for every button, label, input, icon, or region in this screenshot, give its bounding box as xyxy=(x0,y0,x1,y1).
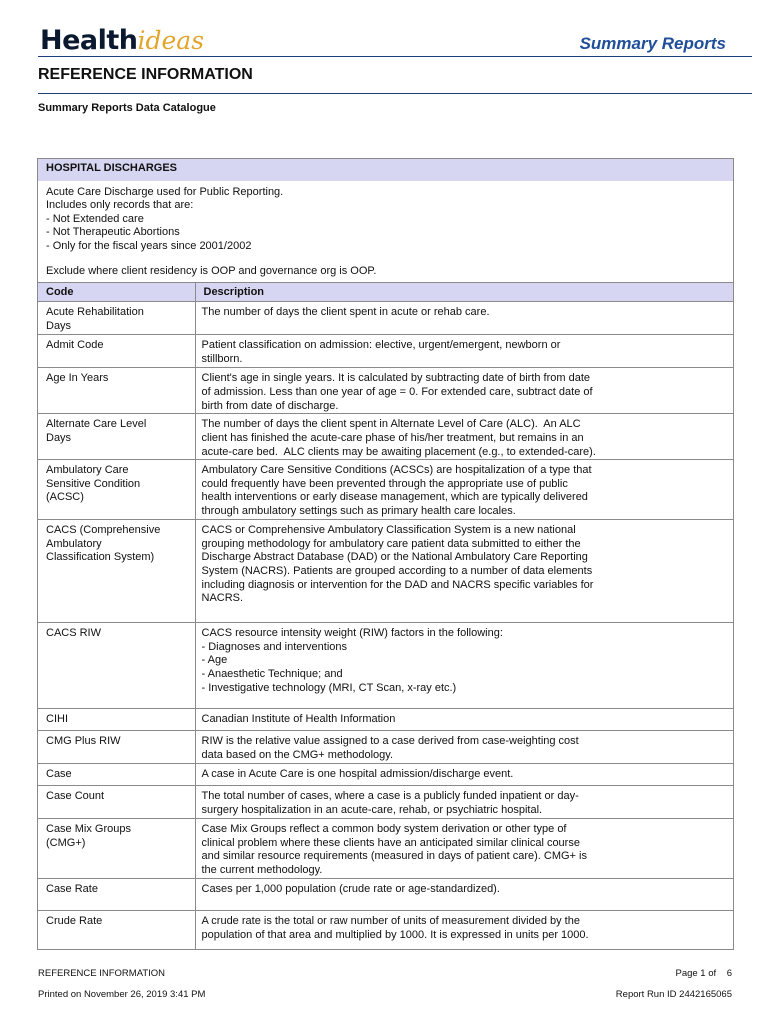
description-text: through ambulatory settings such as primary health care locales. xyxy=(201,505,516,517)
description-text: Canadian Institute of Health Information xyxy=(201,713,396,726)
code-text: (ACSC) xyxy=(46,491,84,504)
description-text: grouping methodology for ambulatory care patient data submitted to either the xyxy=(201,537,581,550)
description-text: - Age xyxy=(201,654,228,667)
footer-bottom xyxy=(38,989,732,1000)
code-cell xyxy=(38,414,195,460)
code-text: Ambulatory xyxy=(46,537,102,550)
description-text: A crude rate is the total or raw number of units of measurement divided by the xyxy=(201,915,580,928)
description-text: and similar resource requirements (measured in days of patient care). CMG+ is xyxy=(201,850,587,863)
description-text: Client's age in single years. It is calculated by subtracting date of birth from date xyxy=(201,372,591,385)
intro-line: - Not Therapeutic Abortions xyxy=(46,226,180,239)
description-text: The number of days the client spent in acute or rehab care. xyxy=(201,306,490,319)
code-cell xyxy=(38,623,195,709)
code-text: Case xyxy=(46,768,72,781)
card-intro xyxy=(38,181,733,282)
report-run-id: Report Run ID 2442165065 xyxy=(615,989,732,1000)
description-text: including diagnosis or intervention for the DAD and NACRS specific variables for xyxy=(201,578,594,591)
logo-health: Health xyxy=(40,25,138,56)
description-text: System (NACRS). Patients are grouped according to a number of data elements xyxy=(201,565,593,577)
description-text: of admission. Less than one year of age = 0. For extended care, subtract date of xyxy=(201,386,593,399)
hospital-discharges-card xyxy=(37,158,734,950)
code-cell xyxy=(38,764,195,786)
code-cell xyxy=(38,731,195,764)
code-text: Days xyxy=(46,432,72,445)
section-rule xyxy=(38,93,752,94)
document-title: Summary Reports xyxy=(579,34,726,53)
code-text: Acute Rehabilitation xyxy=(46,306,144,319)
description-text: RIW is the relative value assigned to a case derived from case-weighting cost xyxy=(201,735,579,748)
footer-section: REFERENCE INFORMATION xyxy=(38,968,166,979)
description-text: health interventions or early disease management, which are typically delivered xyxy=(201,491,588,504)
healthideas-logo xyxy=(40,24,204,57)
description-text: acute-care bed. ALC clients may be awaiting placement (e.g., to extended-care). xyxy=(201,445,596,458)
description-cell xyxy=(195,731,733,764)
description-cell xyxy=(195,879,733,911)
section-title: REFERENCE INFORMATION xyxy=(38,66,253,83)
code-text: Crude Rate xyxy=(46,915,103,928)
table-row xyxy=(38,879,733,911)
table-row xyxy=(38,460,733,520)
table-row xyxy=(38,731,733,764)
code-cell xyxy=(38,819,195,879)
table-row xyxy=(38,414,733,460)
description-cell xyxy=(195,460,733,520)
description-cell xyxy=(195,819,733,879)
code-text: CIHI xyxy=(46,713,68,726)
code-cell xyxy=(38,709,195,731)
exclude-note: Exclude where client residency is OOP and governance org is OOP. xyxy=(46,265,377,278)
code-cell xyxy=(38,520,195,623)
table-row xyxy=(38,302,733,335)
description-text: CACS resource intensity weight (RIW) factors in the following: xyxy=(201,627,503,640)
code-text: CMG Plus RIW xyxy=(46,735,121,748)
code-cell xyxy=(38,460,195,520)
description-cell xyxy=(195,709,733,731)
description-text: Discharge Abstract Database (DAD) or the National Ambulatory Care Reporting xyxy=(201,551,588,564)
description-cell xyxy=(195,414,733,460)
description-text: clinical problem where these clients have an anticipated similar clinical course xyxy=(201,836,580,849)
description-cell xyxy=(195,368,733,414)
description-text: stillborn. xyxy=(201,353,243,366)
table-row xyxy=(38,786,733,819)
description-text: Case Mix Groups reflect a common body system derivation or other type of xyxy=(201,823,567,836)
description-text: data based on the CMG+ methodology. xyxy=(201,748,394,761)
code-text: Sensitive Condition xyxy=(46,477,141,490)
description-cell xyxy=(195,623,733,709)
description-text: Patient classification on admission: elective, urgent/emergent, newborn or xyxy=(201,339,561,352)
column-header-description: Description xyxy=(195,283,733,302)
description-cell xyxy=(195,335,733,368)
description-text: could frequently have been prevented through the appropriate use of public xyxy=(201,477,568,490)
code-text: CACS RIW xyxy=(46,627,101,640)
code-text: CACS (Comprehensive xyxy=(46,524,161,537)
footer-top xyxy=(38,968,732,979)
table-row xyxy=(38,623,733,709)
code-text: Classification System) xyxy=(46,551,155,564)
page-number: Page 1 of 6 xyxy=(675,968,732,979)
code-text: Ambulatory Care xyxy=(46,464,129,477)
code-text: Case Rate xyxy=(46,883,98,896)
description-cell xyxy=(195,911,733,949)
description-text: Cases per 1,000 population (crude rate or age-standardized). xyxy=(201,883,500,896)
catalogue-table xyxy=(38,282,733,948)
code-text: Days xyxy=(46,320,72,333)
description-text: Ambulatory Care Sensitive Conditions (ACSCs) are hospitalization of a type that xyxy=(201,464,592,477)
description-text: The total number of cases, where a case is a publicly funded inpatient or day- xyxy=(201,790,579,803)
code-cell xyxy=(38,302,195,335)
header-rule xyxy=(38,56,752,57)
code-cell xyxy=(38,368,195,414)
description-text: - Anaesthetic Technique; and xyxy=(201,668,343,680)
code-text: Age In Years xyxy=(46,372,109,385)
catalogue-subtitle: Summary Reports Data Catalogue xyxy=(38,102,216,114)
description-text: NACRS. xyxy=(201,592,244,605)
description-text: client has finished the acute-care phase of his/her treatment, but remains in an xyxy=(201,432,584,445)
description-text: birth from date of discharge. xyxy=(201,399,339,412)
code-text: Case Mix Groups xyxy=(46,823,131,836)
code-cell xyxy=(38,879,195,911)
table-row xyxy=(38,764,733,786)
description-text: CACS or Comprehensive Ambulatory Classification System is a new national xyxy=(201,524,576,537)
table-row xyxy=(38,819,733,879)
table-row xyxy=(38,368,733,414)
code-text: Alternate Care Level xyxy=(46,418,147,431)
description-cell xyxy=(195,302,733,335)
description-text: The number of days the client spent in Alternate Level of Care (ALC). An ALC xyxy=(201,418,581,431)
intro-line: - Only for the fiscal years since 2001/2002 xyxy=(46,239,252,252)
description-cell xyxy=(195,786,733,819)
description-cell xyxy=(195,520,733,623)
table-header-row xyxy=(38,283,733,302)
description-text: the current methodology. xyxy=(201,864,323,876)
table-row xyxy=(38,335,733,368)
description-cell xyxy=(195,764,733,786)
description-text: A case in Acute Care is one hospital admission/discharge event. xyxy=(201,768,514,781)
table-row xyxy=(38,520,733,623)
column-header-code: Code xyxy=(38,283,195,302)
code-text: (CMG+) xyxy=(46,836,86,849)
description-text: population of that area and multiplied by 1000. It is expressed in units per 1000. xyxy=(201,928,589,941)
code-cell xyxy=(38,335,195,368)
intro-line: - Not Extended care xyxy=(46,212,144,225)
table-row xyxy=(38,709,733,731)
logo-ideas: ideas xyxy=(137,26,205,55)
printed-date: Printed on November 26, 2019 3:41 PM xyxy=(38,989,206,1000)
description-text: surgery hospitalization in an acute-care, rehab, or psychiatric hospital. xyxy=(201,803,543,816)
description-text: - Investigative technology (MRI, CT Scan, x-ray etc.) xyxy=(201,681,457,694)
card-heading: HOSPITAL DISCHARGES xyxy=(38,159,733,181)
code-text: Admit Code xyxy=(46,339,104,352)
intro-line: Acute Care Discharge used for Public Reporting. xyxy=(46,186,284,198)
code-cell xyxy=(38,786,195,819)
table-row xyxy=(38,911,733,949)
description-text: - Diagnoses and interventions xyxy=(201,640,348,653)
code-cell xyxy=(38,911,195,949)
page-header xyxy=(38,24,752,60)
intro-line: Includes only records that are: xyxy=(46,199,194,212)
code-text: Case Count xyxy=(46,790,105,803)
